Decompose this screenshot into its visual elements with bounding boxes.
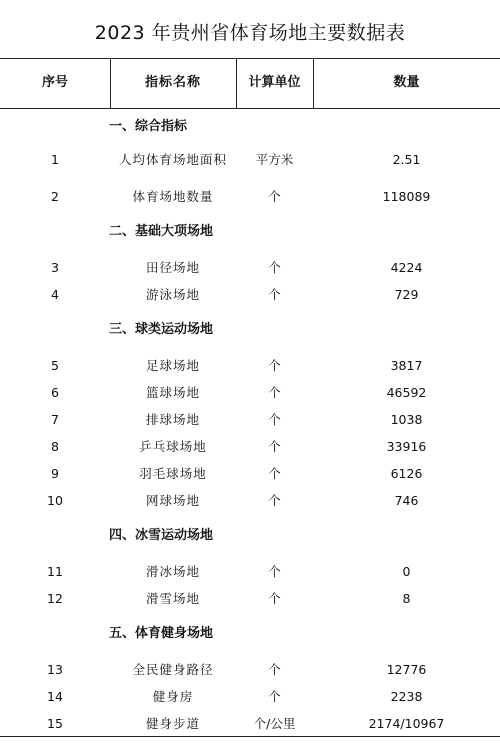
row-name: 田径场地 [145,260,200,275]
row-value: 1038 [390,412,423,427]
row-value: 729 [394,287,419,302]
row-name: 乒乓球场地 [139,439,207,454]
row-unit: 平方米 [255,152,294,167]
row-unit: 个 [268,439,281,454]
page-title: 2023 年贵州省体育场地主要数据表 [94,22,406,44]
row-index: 8 [51,439,59,454]
row-unit: 个 [268,287,281,302]
row-index: 15 [47,716,63,731]
section-title: 四、冰雪运动场地 [109,528,214,543]
row-index: 7 [51,412,59,427]
row-value: 3817 [390,358,423,373]
row-value: 33916 [386,439,427,454]
row-value: 0 [402,564,411,579]
row-unit: 个 [268,412,281,427]
row-name: 排球场地 [145,412,200,427]
row-index: 10 [47,493,63,508]
row-index: 11 [47,564,63,579]
row-unit: 个 [268,466,281,481]
row-value: 4224 [390,260,423,275]
row-name: 足球场地 [145,358,200,373]
header-unit: 计算单位 [248,75,301,90]
header-index: 序号 [41,75,68,90]
section-title: 二、基础大项场地 [109,224,214,239]
row-value: 8 [402,591,411,606]
header-bottom-border [0,108,500,109]
row-value: 2174/10967 [368,716,445,731]
row-name: 羽毛球场地 [139,466,207,481]
row-value: 2.51 [392,152,421,167]
row-name: 人均体育场地面积 [118,152,227,167]
row-name: 游泳场地 [145,287,200,302]
row-index: 12 [47,591,63,606]
row-name: 全民健身路径 [132,662,214,677]
row-index: 2 [51,189,59,204]
row-unit: 个 [268,689,281,704]
row-index: 5 [51,358,59,373]
row-index: 3 [51,260,59,275]
row-value: 118089 [382,189,431,204]
row-index: 14 [47,689,63,704]
row-index: 1 [51,152,59,167]
row-index: 4 [51,287,59,302]
header-indicator-name: 指标名称 [144,75,201,90]
row-name: 体育场地数量 [132,189,214,204]
row-name: 滑雪场地 [145,591,200,606]
section-title: 三、球类运动场地 [109,322,214,337]
row-unit: 个 [268,493,281,508]
row-unit: 个 [268,189,281,204]
row-unit: 个 [268,385,281,400]
row-name: 网球场地 [145,493,200,508]
row-unit: 个 [268,662,281,677]
section-title: 一、综合指标 [109,119,188,134]
section-title: 五、体育健身场地 [109,626,214,641]
header-quantity: 数量 [393,75,420,90]
row-value: 6126 [390,466,423,481]
row-index: 6 [51,385,59,400]
row-value: 2238 [390,689,423,704]
row-unit: 个 [268,564,281,579]
table-bottom-border [0,736,500,737]
row-index: 13 [47,662,63,677]
row-index: 9 [51,466,59,481]
row-value: 746 [394,493,419,508]
row-name: 健身步道 [145,716,200,731]
row-unit: 个 [268,260,281,275]
row-unit: 个 [268,591,281,606]
row-name: 篮球场地 [145,385,200,400]
row-value: 12776 [386,662,427,677]
row-unit: 个/公里 [253,716,296,731]
row-value: 46592 [386,385,427,400]
row-unit: 个 [268,358,281,373]
row-name: 滑冰场地 [145,564,200,579]
row-name: 健身房 [152,689,194,704]
